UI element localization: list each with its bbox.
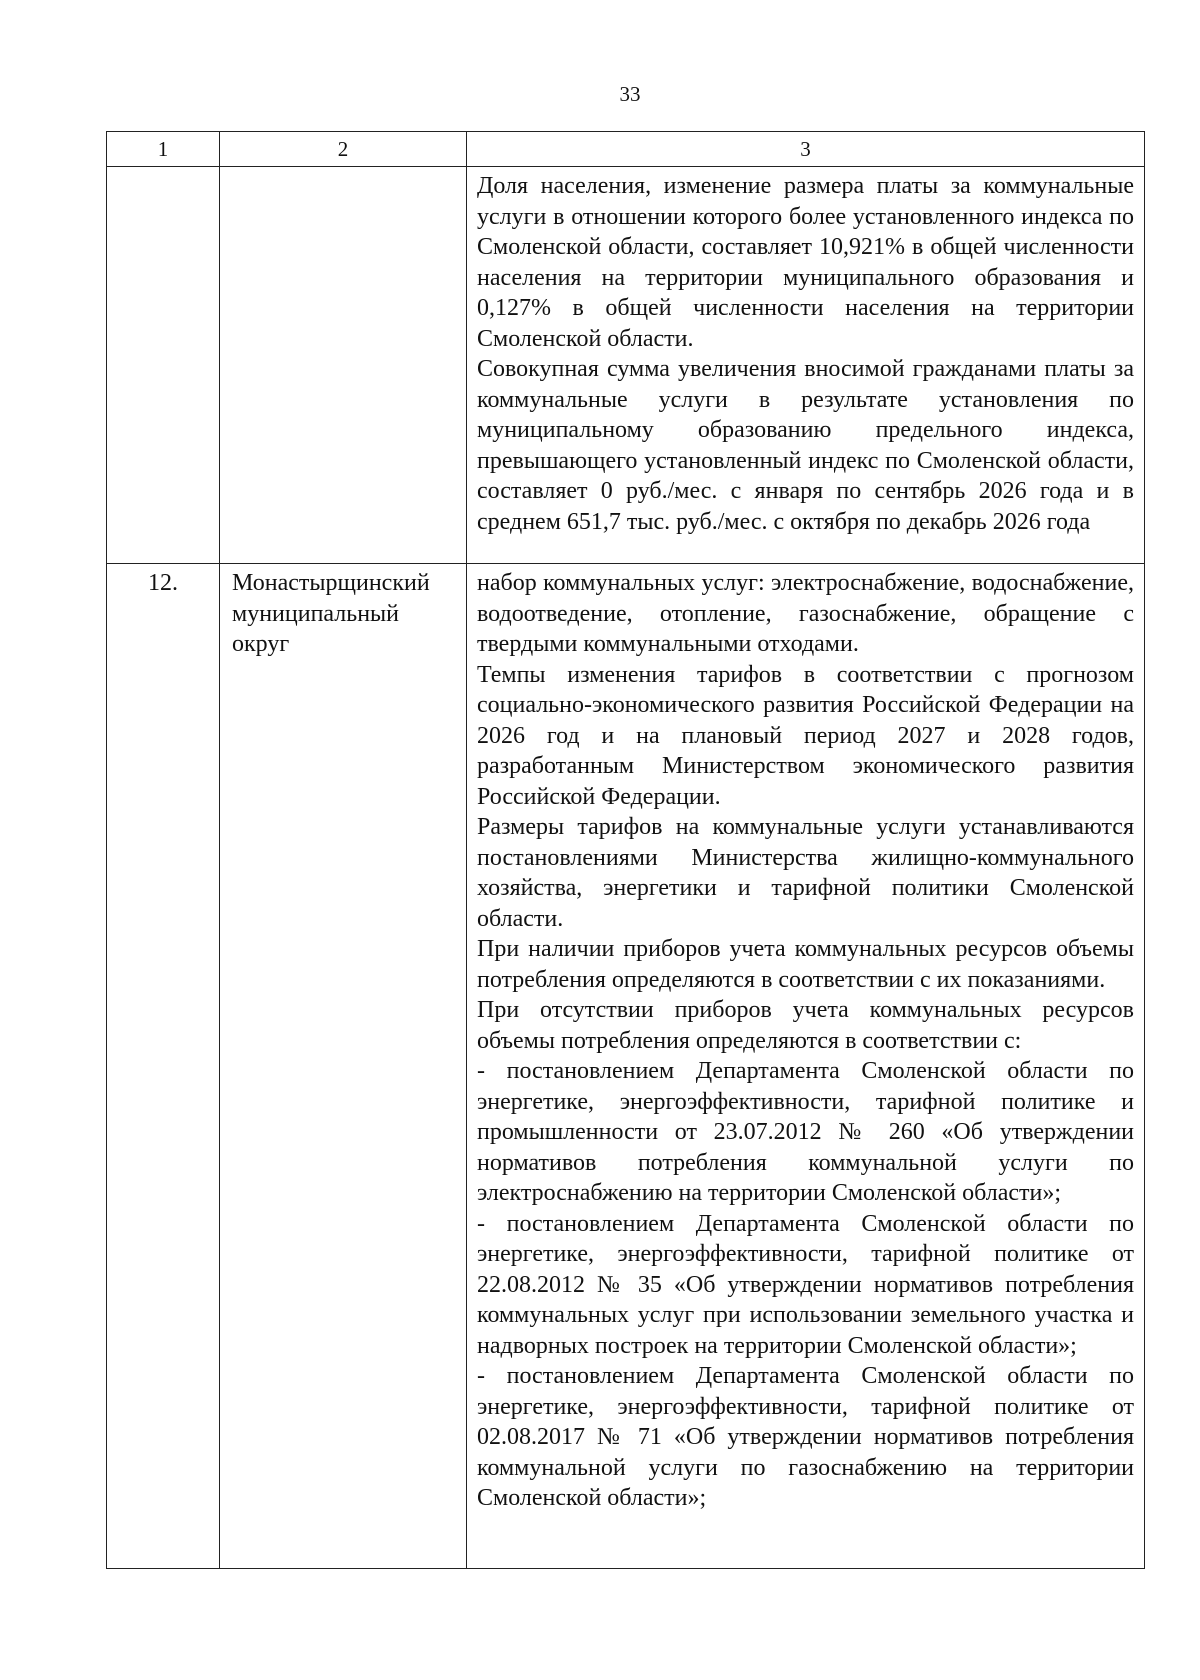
paragraph: Темпы изменения тарифов в соответствии с прогнозом социально-экономического развития Российской Федерации на 2026 год и на плановый период 2027 и 2028 годов, разработанным Министерством экономического развития Российской Федерации.	[477, 661, 1134, 810]
paragraph: Совокупная сумма увеличения вносимой гражданами платы за коммунальные услуги в результате установления по муниципальному образованию предельного индекса, превышающего установленный индекс по Смоленской области, составляет 0 руб./мес. с января по сентябрь 2026 года и в среднем 651,7 тыс. руб./мес. с октября по декабрь 2026 года	[477, 356, 1134, 535]
paragraph: - постановлением Департамента Смоленской области по энергетике, энергоэффективности, тарифной политике и промышленности от 23.07.2012 № 260 «Об утверждении нормативов потребления коммунальной услуги по электроснабжению на территории Смоленской области»;	[477, 1058, 1134, 1206]
page-number: 33	[619, 82, 641, 106]
table-header-row	[107, 132, 1145, 167]
row-number	[107, 167, 220, 564]
column-header-2: 2	[220, 132, 467, 167]
column-header-3: 3	[467, 132, 1145, 167]
paragraph: Размеры тарифов на коммунальные услуги устанавливаются постановлениями Министерства жилищно-коммунального хозяйства, энергетики и тарифной политики Смоленской области.	[477, 814, 1134, 932]
document-table	[106, 131, 1145, 1569]
row-description	[467, 564, 1145, 1569]
table-row	[107, 167, 1145, 564]
paragraph: набор коммунальных услуг: электроснабжение, водоснабжение, водоотведение, отопление, газоснабжение, обращение с твердыми коммунальными отходами.	[477, 570, 1134, 657]
row-number: 12.	[107, 564, 220, 1569]
row-description	[467, 167, 1145, 564]
paragraph: При отсутствии приборов учета коммунальных ресурсов объемы потребления определяются в соответствии с:	[477, 997, 1134, 1054]
table-row	[107, 564, 1145, 1569]
paragraph: Доля населения, изменение размера платы за коммунальные услуги в отношении которого более установленного индекса по Смоленской области, составляет 10,921% в общей численности населения на территории муниципального образования и 0,127% в общей численности населения на территории Смоленской области.	[477, 173, 1134, 352]
paragraph: - постановлением Департамента Смоленской области по энергетике, энергоэффективности, тарифной политике от 22.08.2012 № 35 «Об утверждении нормативов потребления коммунальных услуг при использовании земельного участка и надворных построек на территории Смоленской области»;	[477, 1210, 1134, 1359]
paragraph: При наличии приборов учета коммунальных ресурсов объемы потребления определяются в соответствии с их показаниями.	[477, 936, 1134, 993]
municipality-name	[220, 167, 467, 564]
municipality-name: Монастырщинский муниципальный округ	[220, 564, 467, 1569]
paragraph: - постановлением Департамента Смоленской области по энергетике, энергоэффективности, тарифной политике от 02.08.2017 № 71 «Об утверждении нормативов потребления коммунальной услуги по газоснабжению на территории Смоленской области»;	[477, 1363, 1134, 1511]
column-header-1: 1	[107, 132, 220, 167]
